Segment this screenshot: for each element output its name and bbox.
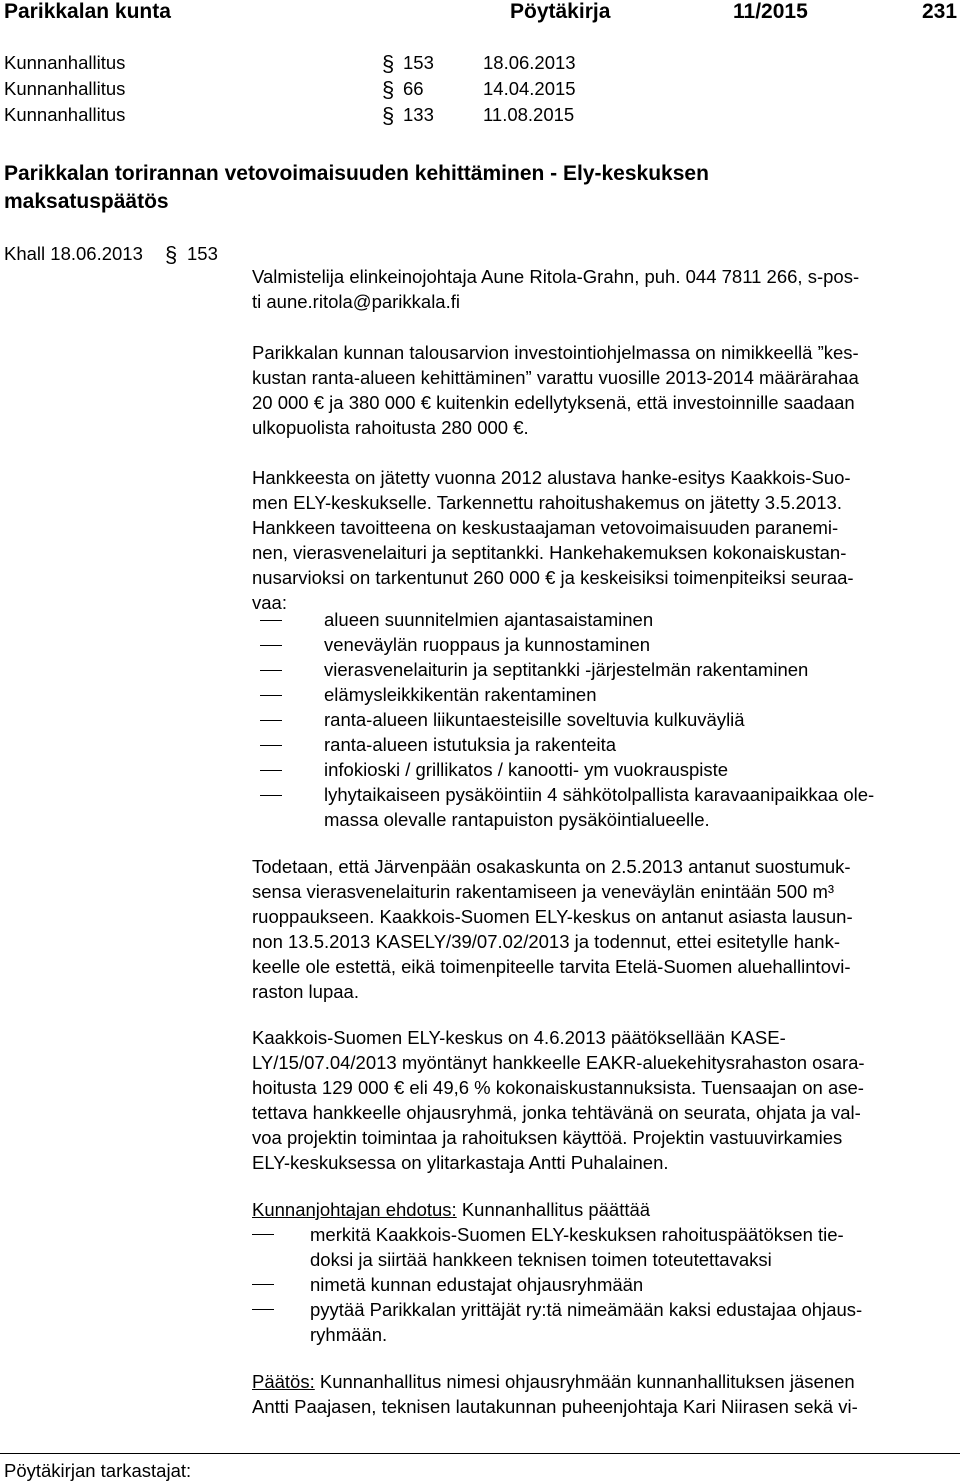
decision-label: Päätös: — [252, 1371, 315, 1392]
list-item: lyhytaikaiseen pysäköintiin 4 sähkötolpallista karavaanipaikkaa ole- massa olevalle rantapuiston pysäköintialueelle. — [324, 784, 875, 830]
list-item: alueen suunnitelmien ajantasaistaminen — [324, 609, 654, 630]
preparer-info: Valmistelija elinkeinojohtaja Aune Ritola-Grahn, puh. 044 7811 266, s-pos- ti aune.ritola@parikkala.fi — [252, 266, 860, 312]
history-body: Kunnanhallitus — [4, 78, 126, 99]
dash-bullet-icon — [260, 670, 282, 671]
dash-bullet-icon — [260, 645, 282, 646]
paragraph-application: Hankkeesta on jätetty vuonna 2012 alustava hanke-esitys Kaakkois-Suo- men ELY-keskukselle. Tarkennettu rahoitushakemus on jätetty 3.5.2013. Hankkeen tavoitteena on keskustaajaman vetovoimaisuuden paranemi- nen, vierasvenelaituri ja septitankki. Hankehakemuksen kokonaiskustan- nusarvioksi on tarkentunut 260 000 € ja keskeisiksi toimenpiteiksi seuraa- vaa: — [252, 467, 854, 613]
proposal-lead: Kunnanhallitus päättää — [456, 1199, 651, 1220]
dash-bullet-icon — [252, 1284, 274, 1285]
decision-text: Kunnanhallitus nimesi ohjausryhmään kunnanhallituksen jäsenen Antti Paajasen, teknisen lautakunnan puheenjohtaja Kari Niirasen sekä vi- — [252, 1371, 858, 1417]
history-section: 66 — [403, 78, 424, 99]
municipality-name: Parikkalan kunta — [4, 0, 171, 23]
history-date: 18.06.2013 — [483, 52, 576, 73]
history-date: 11.08.2015 — [483, 104, 575, 125]
svg-text:§: § — [382, 78, 395, 100]
document-type: Pöytäkirja — [510, 0, 611, 23]
decision-paragraph — [252, 1369, 952, 1419]
meeting-reference: Khall 18.06.2013 — [4, 243, 143, 264]
paragraph-budget: Parikkalan kunnan talousarvion investointiohjelmassa on nimikkeellä ”kes- kustan ranta-alueen kehittäminen” varattu vuosille 2013-2014 määrärahaa 20 000 € ja 380 000 € kuitenkin edellytyksenä, että investoinnille saadaan ulkopuolista rahoitusta 280 000 €. — [252, 342, 859, 438]
proposal-item: merkitä Kaakkois-Suomen ELY-keskuksen rahoituspäätöksen tie- doksi ja siirtää hankkeen teknisen toimen toteutettavaksi — [310, 1224, 844, 1270]
proposal-item: nimetä kunnan edustajat ohjausryhmään — [310, 1274, 644, 1295]
list-item: infokioski / grillikatos / kanootti- ym vuokrauspiste — [324, 759, 729, 780]
history-date: 14.04.2015 — [483, 78, 576, 99]
footer-divider — [0, 1453, 960, 1454]
svg-text:§: § — [165, 243, 178, 265]
dash-bullet-icon — [252, 1309, 274, 1310]
section-sign-icon — [380, 52, 402, 74]
list-item: vierasvenelaiturin ja septitankki -järjestelmän rakentaminen — [324, 659, 809, 680]
proposal-label: Kunnanjohtajan ehdotus: — [252, 1199, 457, 1220]
section-sign-icon — [163, 243, 185, 265]
dash-bullet-icon — [252, 1234, 274, 1235]
dash-bullet-icon — [260, 745, 282, 746]
list-item: ranta-alueen istutuksia ja rakenteita — [324, 734, 617, 755]
paragraph-consent: Todetaan, että Järvenpään osakaskunta on 2.5.2013 antanut suostumuk- sensa vierasvenelaiturin rakentamiseen ja veneväylän enintään 500 m³ ruoppaukseen. Kaakkois-Suomen ELY-keskus on antanut asiasta lausun- non 13.5.2013 KASELY/39/07.02/2013 ja todennut, ettei esitetylle hank- keelle ole estettä, eikä toimenpiteelle tarvita Etelä-Suomen aluehallintovi- raston lupaa. — [252, 856, 853, 1002]
dash-bullet-icon — [260, 620, 282, 621]
list-item: veneväylän ruoppaus ja kunnostaminen — [324, 634, 651, 655]
dash-bullet-icon — [260, 720, 282, 721]
history-body: Kunnanhallitus — [4, 52, 126, 73]
history-body: Kunnanhallitus — [4, 104, 126, 125]
item-title: Parikkalan torirannan vetovoimaisuuden kehittäminen - Ely-keskuksen maksatuspäätös — [4, 162, 709, 213]
history-section: 153 — [403, 52, 434, 73]
dash-bullet-icon — [260, 795, 282, 796]
section-sign-icon — [380, 104, 402, 126]
page-number: 231 — [922, 0, 958, 23]
proposal-heading — [252, 1197, 952, 1222]
meeting-section: 153 — [187, 243, 218, 264]
svg-text:§: § — [382, 104, 395, 126]
paragraph-ely-decision: Kaakkois-Suomen ELY-keskus on 4.6.2013 päätöksellään KASE- LY/15/07.04/2013 myöntänyt hankkeelle EAKR-aluekehitysrahaston osara- hoitusta 129 000 € eli 49,6 % kokonaiskustannuksista. Tuensaajan on ase- tettava hankkeelle ohjausryhmä, jonka tehtävänä on seurata, ohjata ja val- voa projektin toimintaa ja rahoituksen käyttöä. Projektin vastuuvirkamies ELY-keskuksessa on ylitarkastaja Antti Puhalainen. — [252, 1027, 865, 1173]
history-section: 133 — [403, 104, 434, 125]
section-sign-icon — [380, 78, 402, 100]
dash-bullet-icon — [260, 695, 282, 696]
footer-reviewers-label: Pöytäkirjan tarkastajat: — [4, 1460, 192, 1481]
list-item: elämysleikkikentän rakentaminen — [324, 684, 597, 705]
list-item: ranta-alueen liikuntaesteisille soveltuvia kulkuväyliä — [324, 709, 745, 730]
proposal-item: pyytää Parikkalan yrittäjät ry:tä nimeämään kaksi edustajaa ohjaus- ryhmään. — [310, 1299, 863, 1345]
dash-bullet-icon — [260, 770, 282, 771]
document-number: 11/2015 — [733, 0, 808, 23]
svg-text:§: § — [382, 52, 395, 74]
